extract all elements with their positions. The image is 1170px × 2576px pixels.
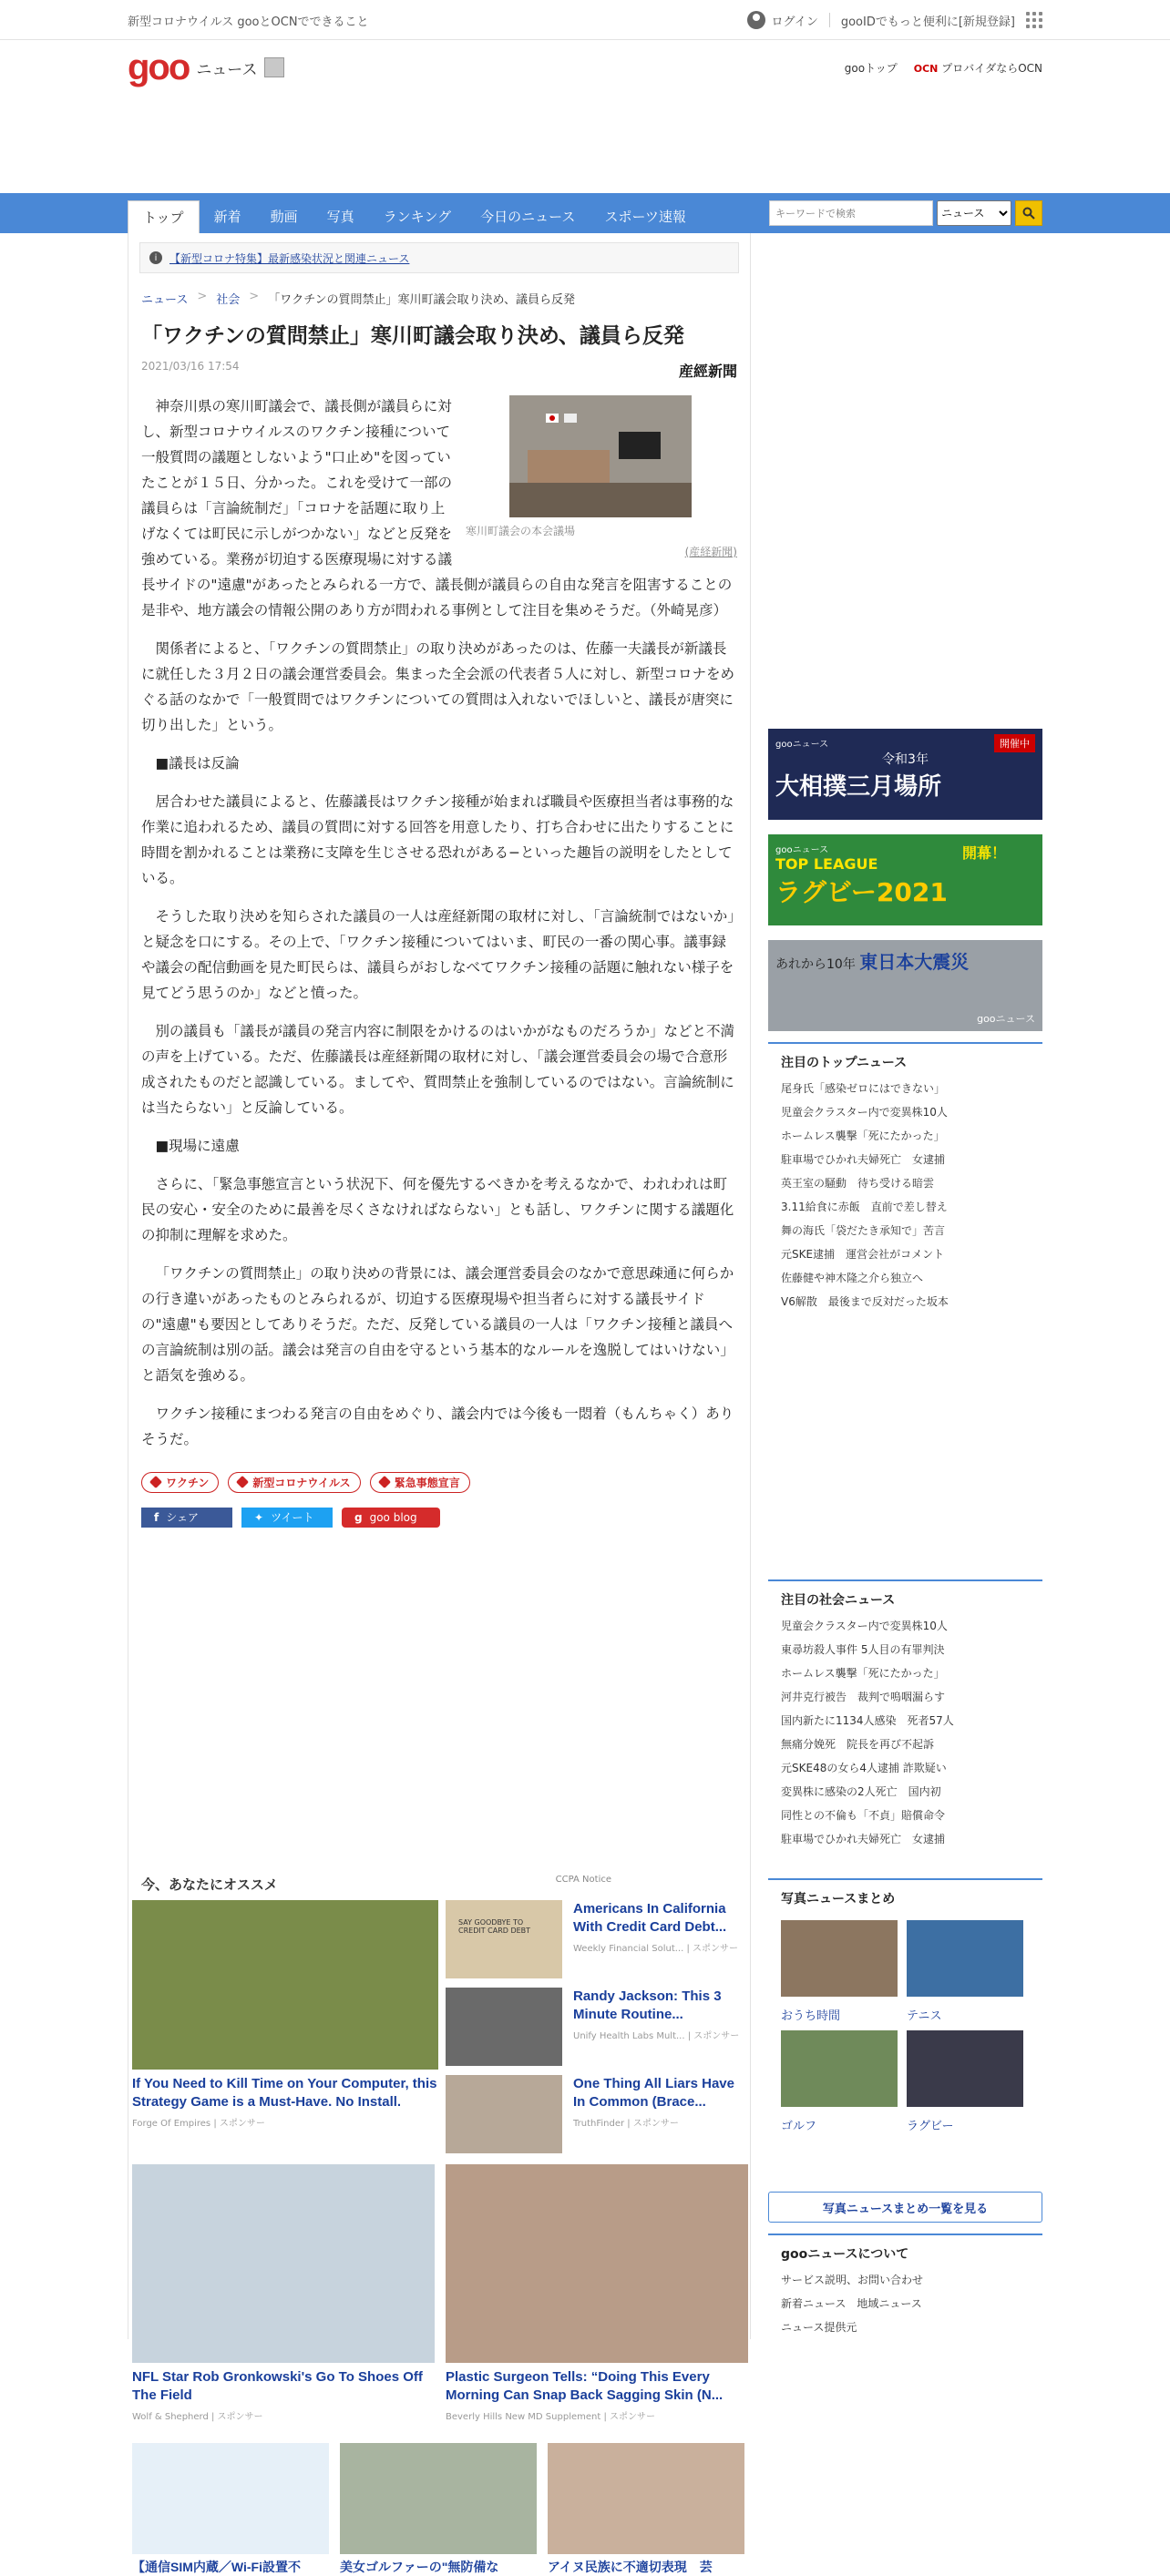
photo-news-item[interactable] (781, 2030, 898, 2133)
photo-news-item[interactable] (907, 1920, 1023, 2023)
breadcrumb-sep: > (249, 290, 260, 303)
social-news-item[interactable]: ホームレス襲撃「死にたかった」 (781, 1667, 945, 1680)
tag-vaccine[interactable] (141, 1472, 219, 1493)
card-source: Beverly Hills New MD Supplement | スポンサー (446, 2412, 655, 2422)
paragraph: さらに、「緊急事態宣言という状況下、何を優先するべきかを考えるなかで、われわれは町民の安心・安全のために最善を尽くさなければならない」とも話し、ワクチンに関する議題化の抑制に理解を求めた。 (141, 1175, 734, 1243)
card-source: TruthFinder | スポンサー (573, 2119, 679, 2129)
nav-sports[interactable]: スポーツ速報 (604, 209, 686, 225)
ocn-logo: OCN (913, 62, 939, 75)
card-image: SAY GOODBYE TO CREDIT CARD DEBT (446, 1900, 562, 1978)
card-title: One Thing All Liars Have In Common (Brace... (573, 2076, 734, 2110)
tag-label: 緊急事態宣言 (394, 1476, 460, 1489)
article-figure (466, 395, 737, 565)
about-title: gooニュースについて (781, 2247, 909, 2262)
photo-news-label: ゴルフ (781, 2120, 817, 2133)
top-news-item[interactable]: 佐藤健や神木隆之介ら独立へ (781, 1272, 924, 1284)
source-logo[interactable]: 産經新聞 (678, 362, 737, 380)
card-title: Plastic Surgeon Tells: “Doing This Every Morning Can Snap Back Sagging Skin (N... (446, 2369, 724, 2403)
breadcrumb (141, 290, 737, 307)
tag-covid[interactable] (228, 1472, 360, 1493)
top-news-item[interactable]: 英王室の騒動 待ち受ける暗雲 (781, 1177, 935, 1190)
covid-notice-link[interactable]: 【新型コロナ特集】最新感染状況と関連ニュース (169, 251, 410, 265)
tag-icon (149, 1476, 162, 1488)
banner-subtitle: あれから10年 (775, 957, 856, 972)
social-news-item[interactable]: 河井克行被告 裁判で嗚咽漏らす (781, 1691, 946, 1703)
section-name: ニュース (196, 60, 258, 79)
facebook-icon: f (154, 1510, 159, 1524)
breadcrumb-news[interactable]: ニュース (141, 293, 189, 307)
banner-title: ラグビー2021 (775, 877, 948, 907)
recommend-card[interactable] (446, 1988, 746, 2041)
card-title: NFL Star Rob Gronkowski's Go To Shoes Off The Field (132, 2369, 423, 2403)
photo-news-item[interactable] (781, 1920, 898, 2023)
social-news-item[interactable]: 児童会クラスター内で変異株10人 (781, 1620, 948, 1632)
twitter-icon: ✦ (254, 1510, 264, 1524)
brand-header (128, 40, 1042, 95)
card-title: Americans In California With Credit Card Debt... (573, 1901, 727, 1935)
banner-badge: 開催中 (994, 734, 1035, 752)
apps-grid-icon[interactable] (1026, 12, 1042, 28)
search-button[interactable] (1015, 200, 1042, 226)
card-title: 美女ゴルファーの"無防備な (340, 2560, 499, 2574)
login-link[interactable] (747, 11, 817, 29)
twitter-label: ツイート (271, 1511, 314, 1525)
top-bar (0, 0, 1170, 40)
card-image (132, 2164, 435, 2363)
recommend-card[interactable] (446, 1900, 746, 1954)
earthquake-banner[interactable] (768, 940, 1042, 1031)
card-title: アイヌ民族に不適切表現 芸 (548, 2560, 713, 2574)
paragraph: 関係者によると、「ワクチンの質問禁止」の取り決めがあったのは、佐藤一夫議長が新議長に就任した３月２日の議会運営委員会。集まった全会派の代表者５人に対し、新型コロナをめぐる話のなかで「一般質問ではワクチンについての質問は入れないでほしいと、議長が唐突に切り出した」という。 (141, 639, 735, 733)
blog-icon: g (354, 1510, 363, 1524)
about-link[interactable]: ニュース提供元 (781, 2321, 857, 2334)
card-title: Randy Jackson: This 3 Minute Routine... (573, 1988, 722, 2022)
banner-brand: gooニュース (977, 1013, 1035, 1025)
photo-thumb (781, 2030, 898, 2107)
breadcrumb-society[interactable]: 社会 (216, 293, 241, 307)
rugby-banner[interactable] (768, 834, 1042, 925)
banner-subtitle: 令和3年 (882, 752, 929, 767)
article-date: 2021/03/16 17:54 (141, 359, 240, 373)
nav-ranking[interactable]: ランキング (383, 209, 452, 225)
subheading: ■議長は反論 (155, 754, 240, 772)
register-link[interactable]: gooIDでもっと便利に[新規登録] (840, 15, 1015, 29)
photo-news-label: テニス (907, 2009, 942, 2023)
tag-emergency[interactable] (370, 1472, 470, 1493)
top-news-item[interactable]: ホームレス襲撃「死にたかった」 (781, 1130, 945, 1142)
tag-label: 新型コロナウイルス (252, 1476, 351, 1489)
photo-thumb (781, 1920, 898, 1997)
social-news-box (768, 1579, 1042, 1851)
top-news-item[interactable]: 駐車場でひかれ夫婦死亡 女逮捕 (781, 1153, 946, 1166)
banner-title: 東日本大震災 (859, 951, 970, 973)
card-image (340, 2443, 537, 2554)
card-image (548, 2443, 744, 2554)
article-title: 「ワクチンの質問禁止」寒川町議会取り決め、議員ら反発 (141, 324, 684, 348)
goo-news-logo[interactable] (128, 47, 284, 88)
card-image (446, 2075, 562, 2153)
nav-video[interactable]: 動画 (270, 209, 298, 225)
photo-caption: 寒川町議会の本会議場 (466, 524, 576, 537)
card-image (446, 2164, 748, 2363)
photo-news-item[interactable] (907, 2030, 1023, 2133)
search-scope-select[interactable] (937, 200, 1011, 226)
tag-list (141, 1472, 737, 1493)
tag-icon (378, 1476, 391, 1488)
social-news-title: 注目の社会ニュース (781, 1593, 896, 1608)
nav-new[interactable]: 新着 (213, 209, 241, 225)
card-image (132, 1900, 438, 2070)
card-source: Weekly Financial Solut... | スポンサー (573, 1944, 739, 1954)
top-news-item[interactable]: V6解散 最後まで反対だった坂本 (781, 1295, 949, 1308)
breadcrumb-sep: > (197, 290, 208, 303)
ccpa-link[interactable]: CCPA Notice (555, 1875, 611, 1885)
recommend-title: 今、あなたにオススメ (141, 1876, 278, 1893)
covid-promo-link[interactable]: 新型コロナウイルス gooとOCNでできること (128, 15, 369, 29)
nav-top[interactable]: トップ (128, 200, 200, 233)
login-label: ログイン (771, 15, 818, 29)
top-news-item[interactable]: 尾身氏「感染ゼロにはできない」 (781, 1082, 946, 1095)
banner-brand: gooニュース (775, 740, 829, 750)
social-news-item[interactable]: 同性との不倫も「不貞」賠償命令 (781, 1809, 946, 1822)
social-news-item[interactable]: 駐車場でひかれ夫婦死亡 女逮捕 (781, 1833, 946, 1845)
top-news-item[interactable]: 舞の海氏「袋だたき承知で」苦言 (781, 1224, 946, 1237)
paragraph: 居合わせた議員によると、佐藤議長はワクチン接種が始まれば職員や医療担当者は事務的な作業に追われるため、議員の質問に対する回答を用意したり、打ち合わせに出たりすることに時間を割かれることは業務に支障を生じさせる恐れがある−といった趣旨の説明をしたとしている。 (141, 792, 734, 886)
facebook-label: シェア (166, 1511, 199, 1525)
card-title: 【通信SIM内蔵／Wi-Fi設置不 (132, 2560, 301, 2574)
card-source: Forge Of Empires | スポンサー (132, 2119, 265, 2129)
banner-subtitle: TOP LEAGUE (775, 855, 878, 873)
social-news-item[interactable]: 元SKE48の女ら4人逮捕 詐欺疑い (781, 1762, 947, 1774)
covid-notice (139, 242, 739, 273)
about-link[interactable]: 新着ニュース 地域ニュース (781, 2297, 922, 2310)
nav-today[interactable]: 今日のニュース (480, 209, 576, 225)
photo-news-more-button[interactable]: 写真ニュースまとめ一覧を見る (768, 2192, 1042, 2223)
council-photo[interactable] (509, 395, 692, 517)
goo-top-link[interactable]: gooトップ (844, 61, 898, 75)
social-news-item[interactable]: 変異株に感染の2人死亡 国内初 (781, 1785, 941, 1798)
goo-logo: goo (128, 46, 190, 87)
social-news-item[interactable]: 国内新たに1134人感染 死者57人 (781, 1714, 954, 1727)
photo-thumb (907, 2030, 1023, 2107)
photo-news-label: おうち時間 (781, 2009, 841, 2023)
ocn-link[interactable] (914, 60, 1042, 76)
banner-badge: 開幕！ (961, 844, 1006, 862)
paragraph: 神奈川県の寒川町議会で、議長側が議員らに対し、新型コロナウイルスのワクチン接種について一般質問の議題としないよう"口止め"を図っていたことが１５日、分かった。これを受けて一部の議員らは「言論統制だ」「コロナを話題に取り上げなくては町民に示しがつかない」などと反発を強めている。業務が切迫する医療現場に対する議長サイドの"遠慮"があったとみられる一方で、議長側が議員らの自由な発言を阻害することの是非や、地方議会の情報公開のあり方が問われる事例として注目を集めそうだ。（外崎晃彦） (141, 397, 733, 618)
recommend-card[interactable] (132, 2164, 435, 2422)
photo-news-title: 写真ニュースまとめ (781, 1892, 896, 1906)
top-news-item[interactable]: 3.11給食に赤飯 直前で差し替え (781, 1201, 948, 1213)
divider (829, 13, 830, 27)
banner-title: 大相撲三月場所 (775, 773, 942, 801)
article-body (141, 394, 737, 1452)
facebook-share-button[interactable] (141, 1508, 232, 1528)
main-column (128, 233, 751, 2574)
tag-label: ワクチン (166, 1476, 210, 1489)
global-nav (0, 193, 1170, 233)
newspaper-icon (264, 57, 284, 77)
photo-news-label: ラグビー (907, 2120, 954, 2133)
social-news-item[interactable]: 無痛分娩死 院長を再び不起訴 (781, 1738, 935, 1751)
top-news-item[interactable]: 児童会クラスター内で変異株10人 (781, 1106, 948, 1119)
recommend-section (128, 1864, 752, 2574)
photo-thumb (907, 1920, 1023, 1997)
paragraph: 別の議員も「議長が議員の発言内容に制限をかけるのはいかがなものだろうか」などと不満の声を上げている。ただ、佐藤議長は産経新聞の取材に対し、「議会運営委員会の場で合意形成されたものだと認識している。ましてや、質問禁止を強制しているのではない。言論統制には当たらない」と反論している。 (141, 1022, 735, 1116)
card-source: Unify Health Labs Mult... | スポンサー (573, 2031, 740, 2041)
article-meta (141, 360, 737, 381)
banner-brand: gooニュース (775, 845, 829, 855)
nav-photo[interactable]: 写真 (326, 209, 354, 225)
info-icon: i (149, 251, 162, 264)
share-buttons (141, 1508, 737, 1528)
recommend-card[interactable] (132, 2443, 329, 2576)
about-link[interactable]: サービス説明、お問い合わせ (781, 2274, 924, 2286)
card-title: If You Need to Kill Time on Your Computer, this Strategy Game is a Must-Have. No Install. (132, 2076, 437, 2110)
social-news-item[interactable]: 東尋坊殺人事件 5人目の有罪判決 (781, 1643, 945, 1656)
ocn-label: プロバイダならOCN (941, 61, 1042, 75)
blog-label: goo blog (369, 1510, 417, 1524)
paragraph: ワクチン接種にまつわる発言の自由をめぐり、議会内では今後も一悶着（もんちゃく）ありそうだ。 (141, 1405, 734, 1447)
about-box (768, 2234, 1042, 2339)
subheading: ■現場に遠慮 (155, 1137, 240, 1154)
search-form (769, 193, 1042, 233)
search-icon (1022, 207, 1035, 220)
goo-blog-button[interactable] (342, 1508, 440, 1528)
paragraph: 「ワクチンの質問禁止」の取り決めの背景には、議会運営委員会のなかで意思疎通に何らかの行き違いがあったものとみられるが、切迫する医療現場や担当者らに対する議長サイドの"遠慮"も要因としてありそうだ。ただ、反発している議員の一人は「ワクチン接種と議員への言論統制は別の話。議会は発言の自由を守るという基本的なルールを逸脱してはいけない」と語気を強める。 (141, 1264, 734, 1384)
photo-news-box (768, 1878, 1042, 2141)
recommend-card[interactable] (132, 1900, 438, 2129)
recommend-card[interactable] (446, 2164, 748, 2422)
paragraph: そうした取り決めを知らされた議員の一人は産経新聞の取材に対し、「言論統制ではないか」と疑念を口にする。その上で、「ワクチン接種についてはいま、町民の一番の関心事。議事録や議会の配信動画を見た町民らは、議員らがおしなべてワクチン接種の話題に触れない様子を見てどう思うのか」などと憤った。 (141, 907, 735, 1001)
search-input[interactable] (769, 200, 933, 226)
card-image (132, 2443, 329, 2554)
recommend-card[interactable] (548, 2443, 744, 2576)
photo-credit[interactable]: (産経新聞) (684, 545, 737, 558)
twitter-share-button[interactable] (241, 1508, 333, 1528)
card-source: Wolf & Shepherd | スポンサー (132, 2412, 263, 2422)
top-news-item[interactable]: 元SKE逮捕 運営会社がコメント (781, 1248, 945, 1261)
tag-icon (236, 1476, 249, 1488)
top-news-box (768, 1042, 1042, 1314)
recommend-card[interactable] (446, 2075, 746, 2129)
breadcrumb-current: 「ワクチンの質問禁止」寒川町議会取り決め、議員ら反発 (268, 293, 576, 307)
top-news-title: 注目のトップニュース (781, 1056, 908, 1070)
card-image (446, 1988, 562, 2066)
user-icon (747, 11, 765, 29)
recommend-card[interactable] (340, 2443, 537, 2576)
sumo-banner[interactable] (768, 729, 1042, 820)
